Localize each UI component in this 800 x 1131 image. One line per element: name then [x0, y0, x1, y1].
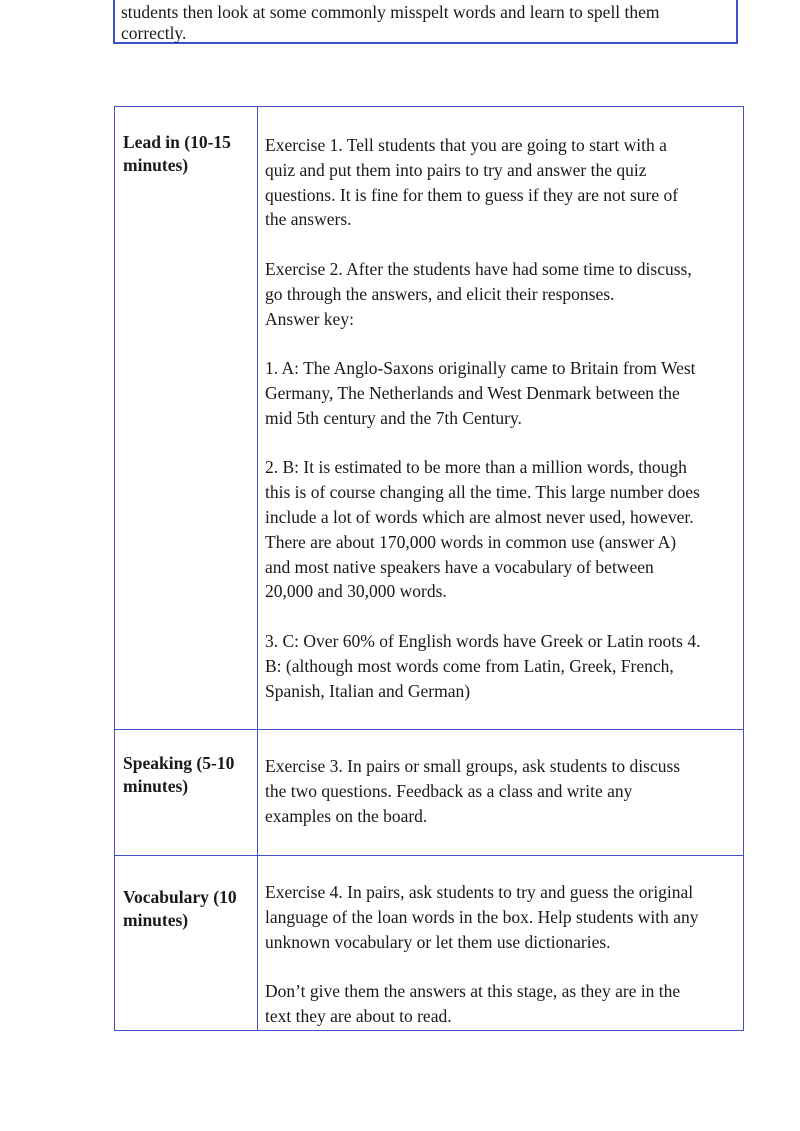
lesson-plan-table — [114, 106, 744, 1031]
text-line: Exercise 1. Tell students that you are going to start with a — [265, 135, 667, 155]
text-line: 1. A: The Anglo-Saxons originally came to Britain from West — [265, 358, 696, 379]
stage-cell — [115, 730, 258, 856]
text-line: include a lot of words which are almost never used, however. — [265, 506, 694, 527]
text-line: 20,000 and 30,000 words. — [265, 581, 447, 602]
exercise-4-paragraph — [265, 880, 737, 954]
text-line: the answers. — [265, 209, 352, 230]
procedure-text — [258, 107, 743, 703]
text-line: Spanish, Italian and German) — [265, 680, 471, 701]
procedure-text — [258, 856, 743, 1029]
intro-line: students then look at some commonly misspelt words and learn to spell them — [121, 2, 660, 22]
text-line: this is of course changing all the time. This large number does — [265, 482, 700, 503]
stage-cell — [115, 107, 258, 730]
procedure-cell — [258, 730, 744, 856]
text-line: Exercise 3. In pairs or small groups, ask students to discuss — [265, 756, 681, 776]
text-line: 3. C: Over 60% of English words have Greek or Latin roots 4. — [265, 630, 701, 651]
text-line: language of the loan words in the box. Help students with any — [265, 906, 699, 927]
text-line: Germany, The Netherlands and West Denmark between the — [265, 382, 680, 403]
table-row-vocabulary — [115, 856, 744, 1031]
stage-cell — [115, 856, 258, 1031]
procedure-cell — [258, 107, 744, 730]
procedure-cell — [258, 856, 744, 1031]
text-line: Answer key: — [265, 308, 354, 329]
text-line: Exercise 2. After the students have had some time to discuss, — [265, 258, 692, 279]
stage-label: Lead in (10-15 minutes) — [123, 132, 231, 175]
exercise-2-paragraph — [265, 257, 737, 331]
text-line: unknown vocabulary or let them use dictionaries. — [265, 931, 611, 952]
text-line: questions. It is fine for them to guess if they are not sure of — [265, 184, 679, 205]
text-line: 2. B: It is estimated to be more than a million words, though — [265, 457, 687, 478]
stage-label: Speaking (5-10 minutes) — [123, 753, 235, 796]
text-line: mid 5th century and the 7th Century. — [265, 407, 522, 428]
text-line: quiz and put them into pairs to try and answer the quiz — [265, 159, 647, 180]
procedure-text — [258, 730, 743, 828]
intro-line: correctly. — [121, 23, 187, 43]
text-line: B: (although most words come from Latin, Greek, French, — [265, 655, 674, 676]
text-line: Exercise 4. In pairs, ask students to try and guess the original — [265, 882, 694, 902]
text-line: go through the answers, and elicit their responses. — [265, 283, 615, 304]
text-line: the two questions. Feedback as a class and write any — [265, 780, 633, 801]
answer-1-paragraph — [265, 356, 737, 430]
text-line: There are about 170,000 words in common use (answer A) — [265, 531, 677, 552]
exercise-3-paragraph — [265, 754, 737, 828]
text-line: text they are about to read. — [265, 1005, 452, 1026]
intro-text-box — [113, 0, 738, 44]
table-row-lead-in — [115, 107, 744, 730]
vocabulary-note-paragraph — [265, 979, 737, 1029]
text-line: and most native speakers have a vocabulary of between — [265, 556, 654, 577]
table-row-speaking — [115, 730, 744, 856]
exercise-1-paragraph — [265, 133, 737, 232]
stage-label: Vocabulary (10 minutes) — [123, 887, 237, 930]
text-line: Don’t give them the answers at this stage, as they are in the — [265, 981, 681, 1002]
text-line: examples on the board. — [265, 805, 428, 826]
answer-3-paragraph — [265, 629, 737, 703]
answer-2-paragraph — [265, 455, 737, 604]
